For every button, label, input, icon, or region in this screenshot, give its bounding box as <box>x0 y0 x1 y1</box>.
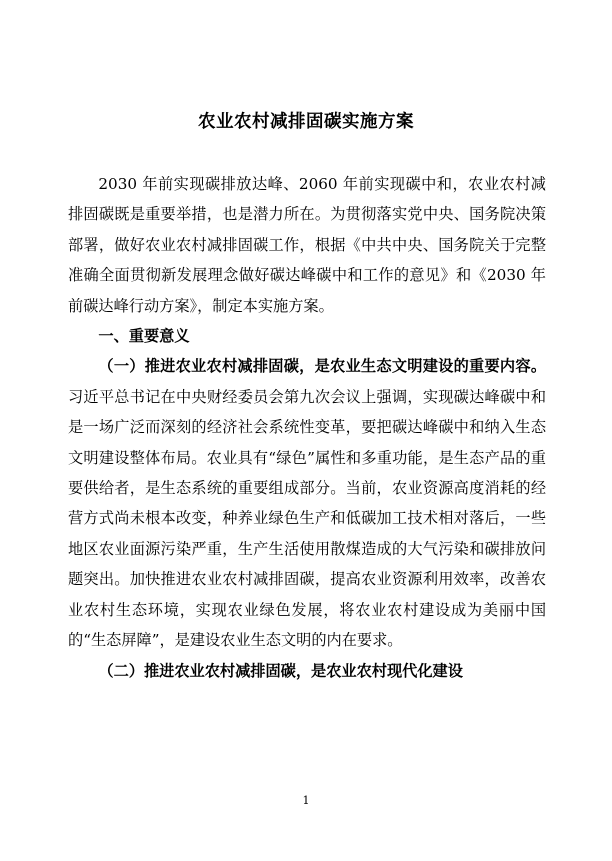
page-title: 农业农村减排固碳实施方案 <box>198 112 414 132</box>
page-number: 1 <box>302 794 310 807</box>
document-body <box>0 169 612 686</box>
paragraph-1-1 <box>68 351 546 655</box>
section-heading-1-2: （二）推进农业农村减排固碳，是农业农村现代化建设 <box>98 661 463 680</box>
paragraph-1-1-text: 习近平总书记在中央财经委员会第九次会议上强调，实现碳达峰碳中和是一场广泛而深刻的经济社会系统性变革，要把碳达峰碳中和纳入生态文明建设整体布局。农业具有“绿色”属性和多重功能，是生态产品的重要供给者，是生态系统的重要组成部分。当前，农业资源高度消耗的经营方式尚未根本改变，种养业绿色生产和低碳加工技术相对落后，一些地区农业面源污染严重，生产生活使用散煤造成的大气污染和碳排放问题突出。加快推进农业农村减排固碳，提高农业资源利用效率，改善农业农村生态环境，实现农业绿色发展，将农业农村建设成为美丽中国的“生态屏障”，是建设农业生态文明的内在要求。 <box>68 387 546 650</box>
paragraph-1-1-lead: （一）推进农业农村减排固碳，是农业生态文明建设的重要内容。 <box>98 357 546 376</box>
section-heading-1: 一、重要意义 <box>98 327 190 346</box>
paragraph-intro: 2030 年前实现碳排放达峰、2060 年前实现碳中和，农业农村减排固碳既是重要举措，也是潜力所在。为贯彻落实党中央、国务院决策部署，做好农业农村减排固碳工作，根据《中共中央、国务院关于完整准确全面贯彻新发展理念做好碳达峰碳中和工作的意见》和《2030 年前碳达峰行动方案》，制定本实施方案。 <box>68 175 546 315</box>
